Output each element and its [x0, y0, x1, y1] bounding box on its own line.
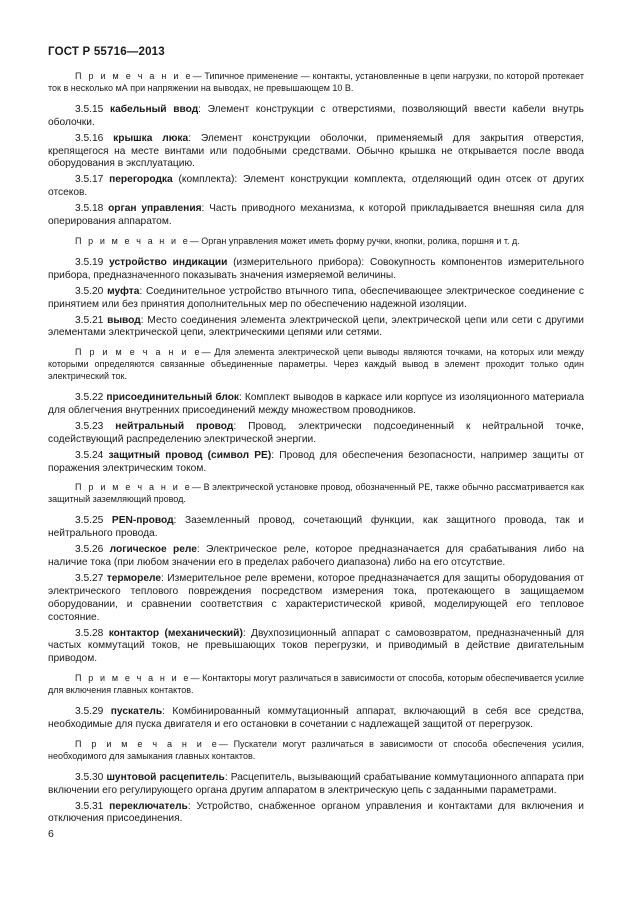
definition-text: : Устройство, снабженное органом управления и контактами для включения и отключения присоединения.	[48, 800, 584, 825]
note-label: П р и м е ч а н и е	[75, 673, 191, 684]
clause-number: 3.5.28	[75, 627, 104, 639]
definition-text: : Заземленный провод, сочетающий функции, как защитного провода, так и нейтрального провода.	[48, 515, 584, 540]
definition-paragraph	[48, 573, 584, 625]
definition-paragraph	[48, 174, 584, 200]
note-label: П р и м е ч а н и е	[75, 235, 190, 246]
note-text: — Типичное применение — контакты, установленные в цепи нагрузки, по которой протекает ток в несколько мА при напряжении на выводах, не превышающем 10 В.	[48, 71, 584, 93]
defined-term: переключатель	[109, 800, 188, 812]
note-text: — Контакторы могут различаться в зависимости от способа, которым обеспечивается усилие для включения главных контактов.	[48, 673, 585, 696]
clause-number: 3.5.17	[75, 174, 104, 186]
clause-number: 3.5.25	[75, 515, 104, 527]
definition-text: : Часть приводного механизма, к которой прикладывается внешняя сила для оперирования аппаратом.	[48, 203, 584, 228]
defined-term: кабельный ввод	[109, 103, 199, 115]
note-text: — Для элемента электрической цепи выводы являются точками, на которых или между которыми определяются связанные объединенные параметры. Через каждый вывод в элемент проходит только один электрический ток.	[48, 347, 585, 382]
defined-term: муфта	[107, 285, 140, 297]
definition-paragraph	[48, 421, 584, 447]
document-page	[48, 46, 584, 829]
definition-paragraph	[48, 257, 584, 283]
definition-text: : Элемент конструкции оболочки, применяемый для закрытия отверстия, крепящегося на месте винтами или подобными средствами. Обычно крышка не открывается после ввода оборудования в эксплуатацию.	[48, 132, 584, 170]
clause-number: 3.5.24	[75, 449, 104, 461]
note-label: П р и м е ч а н и е	[75, 71, 193, 81]
clause-number: 3.5.18	[75, 203, 104, 215]
definition-text: : Электрическое реле, которое предназначается для срабатывания либо на наличие тока (при любом значении его в пределах рабочего диапазона) либо на его отсутствие.	[48, 544, 584, 568]
defined-term: термореле	[106, 572, 162, 584]
note-paragraph	[48, 71, 584, 95]
definition-text: : Комплект выводов в каркасе или корпусе из изоляционного материала для облегчения внутренних присоединений между множеством проводников.	[48, 392, 584, 416]
defined-term: устройство индикации	[109, 256, 228, 268]
clause-number: 3.5.31	[75, 800, 104, 812]
note-paragraph	[48, 673, 584, 697]
document-body	[48, 71, 584, 826]
defined-term: PEN-провод	[111, 515, 174, 527]
clause-number: 3.5.22	[75, 392, 104, 404]
page-number: 6	[48, 828, 54, 840]
defined-term: защитный провод (символ РЕ)	[108, 449, 272, 461]
definition-paragraph	[48, 544, 584, 570]
defined-term: орган управления	[108, 203, 202, 215]
defined-term: вывод	[107, 314, 141, 326]
note-label: П р и м е ч а н и е	[75, 738, 219, 749]
defined-term: контактор (механический)	[108, 627, 243, 639]
definition-paragraph	[48, 315, 584, 341]
definition-text: : Расцепитель, вызывающий срабатывание коммутационного аппарата при включении его регулирующего органа другим аппаратом в электрическую цепь с заданными параметрами.	[48, 771, 584, 796]
definition-text: : Соединительное устройство втычного типа, обеспечивающее электрическое соединение с принятием или без принятия дополнительных мер по обеспечению надежной изоляции.	[48, 285, 584, 310]
definition-paragraph	[48, 450, 584, 476]
note-paragraph	[48, 236, 584, 248]
defined-term: пускатель	[110, 706, 163, 718]
definition-text: : Провод для обеспечения безопасности, например защиты от поражения электрическим током.	[48, 449, 584, 474]
definition-paragraph	[48, 286, 584, 312]
definition-text: : Измерительное реле времени, которое предназначается для защиты оборудования от электрического теплового повреждения посредством измерения тока, протекающего в защищаемом оборудовании, и сравнении соответствия с характеристической кривой, моделирующей его тепловое состояние.	[48, 572, 584, 623]
clause-number: 3.5.27	[75, 572, 104, 584]
definition-text: : Двухпозиционный аппарат с самовозвратом, предназначенный для частых коммутаций токов, не превышающих токов перегрузки, и приводимый в действие двигательным приводом.	[48, 627, 585, 665]
note-text: — В электрической установке провод, обозначенный РЕ, также обычно рассматривается как защитный заземляющий провод.	[48, 482, 584, 505]
clause-number: 3.5.21	[75, 314, 104, 326]
clause-number: 3.5.19	[75, 256, 104, 268]
clause-number: 3.5.16	[75, 132, 104, 144]
defined-term: крышка люка	[113, 132, 189, 144]
note-paragraph	[48, 347, 584, 383]
note-label: П р и м е ч а н и е	[75, 347, 202, 358]
clause-number: 3.5.23	[75, 420, 104, 432]
definition-paragraph	[48, 515, 584, 541]
definition-text: : Комбинированный коммутационный аппарат, включающий в себя все средства, необходимые для пуска двигателя и его остановки в сочетании с надлежащей защитой от перегрузок.	[48, 706, 584, 730]
defined-term: нейтральный провод	[115, 420, 234, 432]
definition-text: (измерительного прибора): Совокупность компонентов измерительного прибора, предназначенного показывать значения измеряемой величины.	[48, 256, 584, 281]
note-text: — Пускатели могут различаться в зависимости от способа обеспечения усилия, необходимого для замыкания главных контактов.	[48, 738, 584, 761]
note-text: — Орган управления может иметь форму ручки, кнопки, ролика, поршня и т. д.	[189, 235, 520, 246]
definition-paragraph	[48, 706, 584, 732]
definition-text: : Провод, электрически подсоединенный к нейтральной точке, содействующий распределению электрической энергии.	[48, 420, 584, 445]
defined-term: присоединительный блок	[106, 392, 240, 404]
clause-number: 3.5.29	[75, 706, 104, 718]
clause-number: 3.5.30	[75, 771, 104, 783]
definition-text: : Элемент конструкции с отверстиями, позволяющий ввести кабели внутрь оболочки.	[48, 103, 584, 128]
defined-term: шунтовой расцепитель	[106, 771, 225, 783]
note-paragraph	[48, 739, 584, 763]
definition-paragraph	[48, 104, 584, 130]
note-paragraph	[48, 482, 584, 506]
clause-number: 3.5.20	[75, 285, 104, 297]
definition-paragraph	[48, 801, 584, 827]
note-label: П р и м е ч а н и е	[75, 482, 192, 493]
clause-number: 3.5.26	[75, 544, 104, 556]
defined-term: логическое реле	[109, 544, 197, 556]
definition-paragraph	[48, 133, 584, 172]
definition-paragraph	[48, 203, 584, 229]
definition-paragraph	[48, 392, 584, 418]
clause-number: 3.5.15	[75, 103, 104, 115]
document-header: ГОСТ Р 55716—2013	[48, 46, 165, 58]
defined-term: перегородка	[109, 174, 173, 186]
definition-paragraph	[48, 772, 584, 798]
definition-text: : Место соединения элемента электрической цепи, электрической цепи или сети с другими элементами электрической цепи, электрическими цепями или сетями.	[48, 314, 584, 339]
definition-text: (комплекта): Элемент конструкции комплекта, отделяющий один отсек от других отсеков.	[48, 174, 584, 199]
definition-paragraph	[48, 628, 584, 667]
